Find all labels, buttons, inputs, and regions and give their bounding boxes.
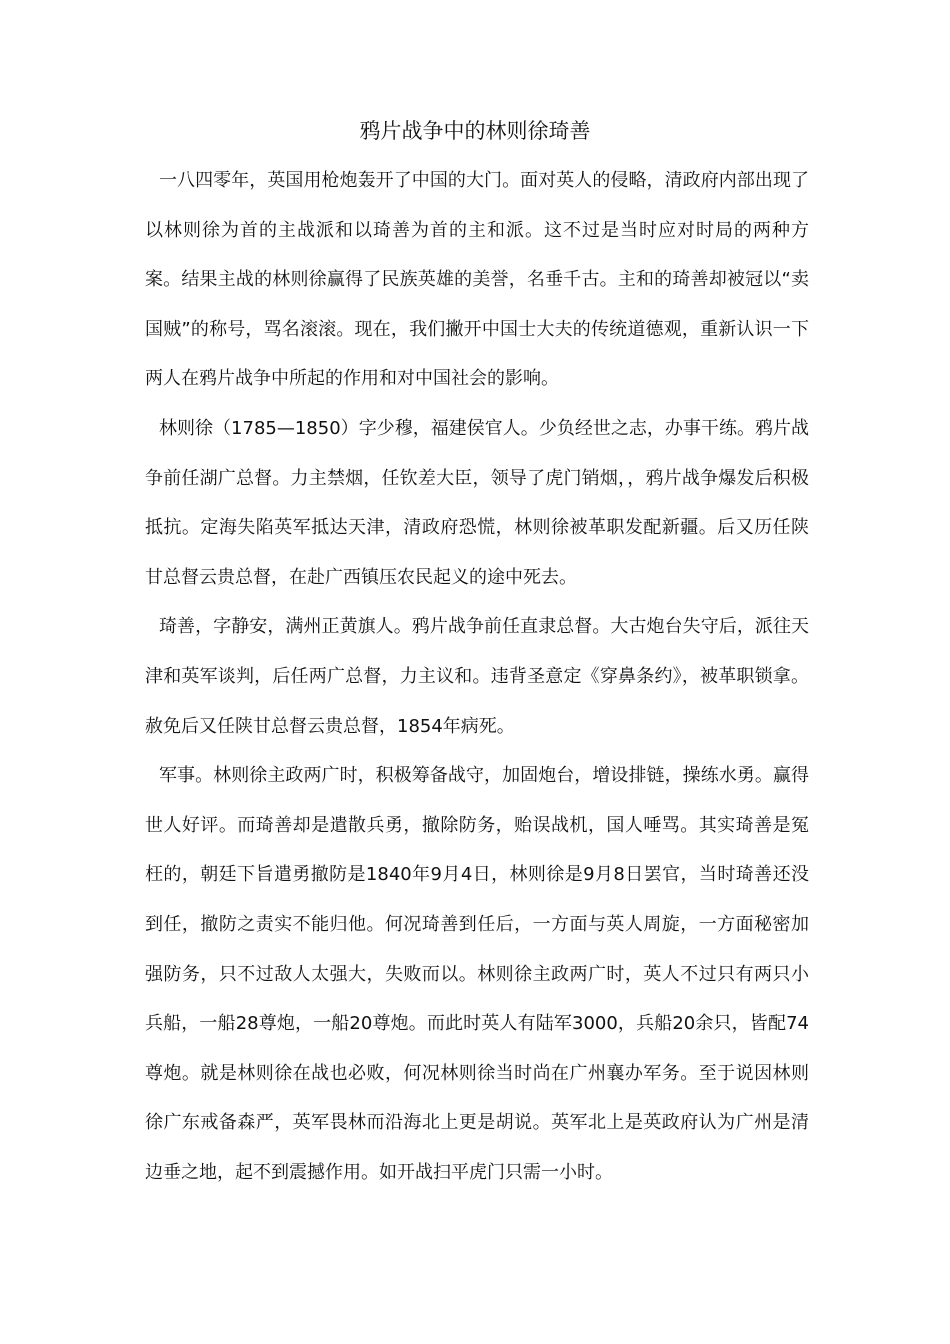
paragraph-qi-shan: 琦善，字静安，满州正黄旗人。鸦片战争前任直隶总督。大古炮台失守后，派往天津和英军谈判，后任两广总督，力主议和。违背圣意定《穿鼻条约》，被革职锁拿。赦免后又任陕甘总督云贵总督，1854年病死。 — [145, 616, 809, 737]
paragraph-military: 军事。林则徐主政两广时，积极筹备战守，加固炮台，增设排链，操练水勇。赢得世人好评。而琦善却是遣散兵勇，撤除防务，贻误战机，国人唾骂。其实琦善是冤枉的，朝廷下旨遣勇撤防是1840年9月4日，林则徐是9月8日罢官，当时琦善还没到任，撤防之责实不能归他。何况琦善到任后，一方面与英人周旋，一方面秘密加强防务，只不过敌人太强大，失败而以。林则徐主政两广时，英人不过只有两只小兵船，一船28尊炮，一船20尊炮。而此时英人有陆军3000，兵船20余只，皆配74尊炮。就是林则徐在战也必败，何况林则徐当时尚在广州襄办军务。至于说因林则徐广东戒备森严，英军畏林而沿海北上更是胡说。英军北上是英政府认为广州是清边垂之地，起不到震撼作用。如开战扫平虎门只需一小时。 — [145, 765, 809, 1183]
document-body — [145, 156, 809, 1197]
paragraph-intro: 一八四零年，英国用枪炮轰开了中国的大门。面对英人的侵略，清政府内部出现了以林则徐为首的主战派和以琦善为首的主和派。这不过是当时应对时局的两种方案。结果主战的林则徐赢得了民族英雄的美誉，名垂千古。主和的琦善却被冠以“卖国贼”的称号，骂名滚滚。现在，我们撇开中国士大夫的传统道德观，重新认识一下两人在鸦片战争中所起的作用和对中国社会的影响。 — [145, 170, 809, 390]
paragraph-lin-zexu: 林则徐（1785—1850）字少穆，福建侯官人。少负经世之志，办事干练。鸦片战争前任湖广总督。力主禁烟，任钦差大臣，领导了虎门销烟，，鸦片战争爆发后积极抵抗。定海失陷英军抵达天津，清政府恐慌，林则徐被革职发配新疆。后又历任陕甘总督云贵总督，在赴广西镇压农民起义的途中死去。 — [145, 417, 809, 588]
document-title: 鸦片战争中的林则徐琦善 — [359, 119, 591, 143]
